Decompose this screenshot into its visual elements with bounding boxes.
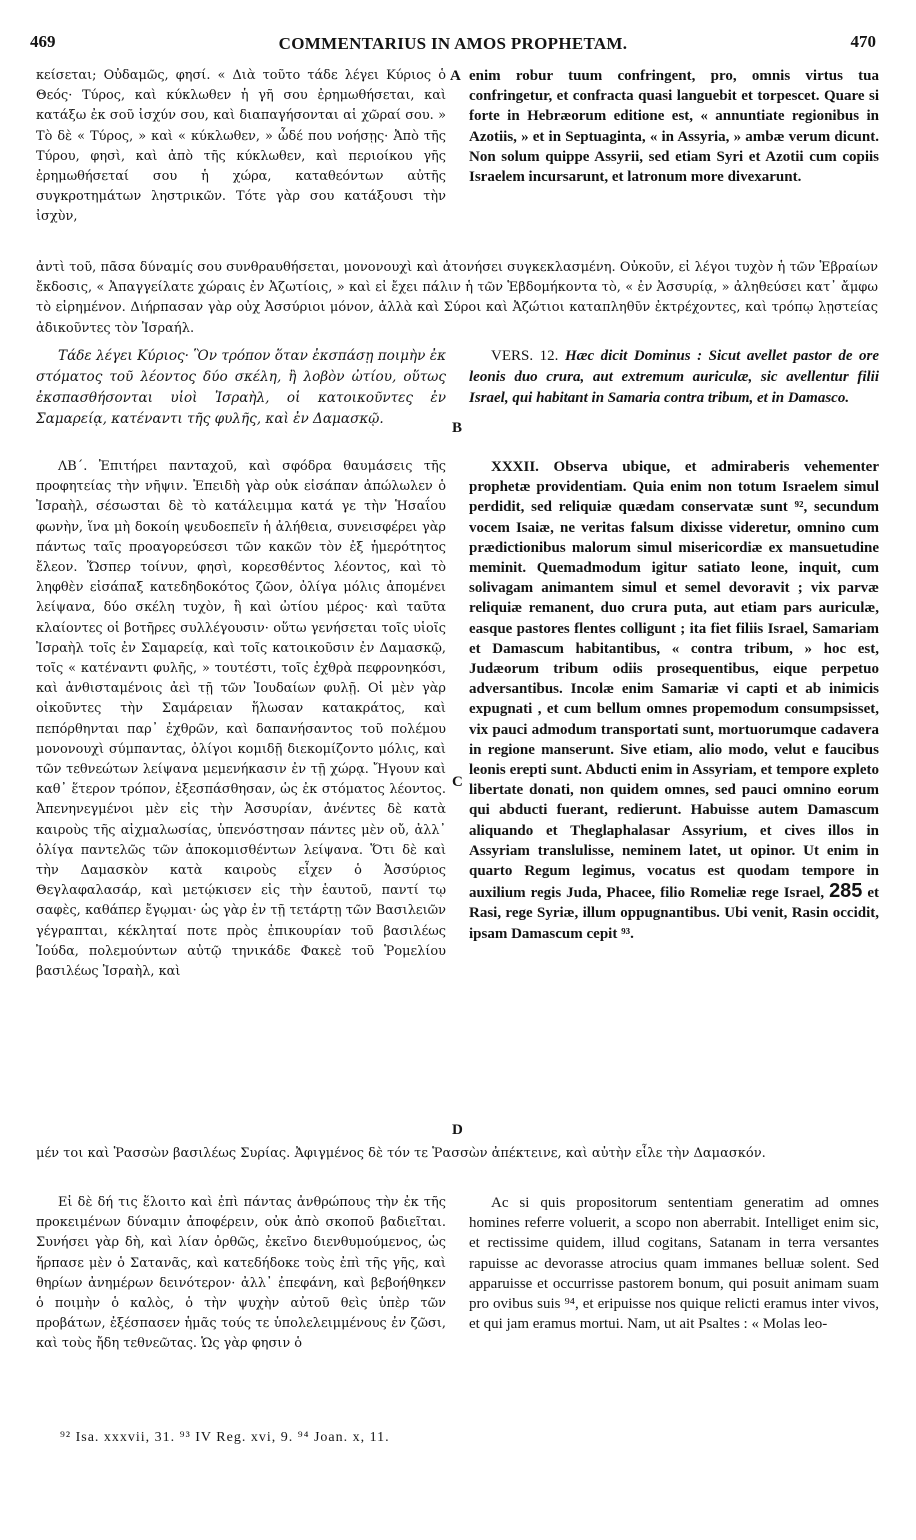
greek-text: κείσεται; Οὐδαμῶς, φησί. « Διὰ τοῦτο τάδε λέγει Κύριος ὁ Θεός· Τύρος, καὶ κύκλωθεν ἡ γῆ σου ἐρημωθήσεται, καὶ κατάξω ἐκ σοῦ ἰσχύν σου, καὶ διαπαγήσονται αἱ χῶραί σου. » Τὸ δὲ « Τύρος, » καὶ « κύκλωθεν, » ὧδέ που νοήσῃς· Ἀπὸ τῆς Τύρου, φησὶ, καὶ ἀπὸ τῆς κύκλωθεν, καὶ περιοίκου γῆς ἐρημωθήσεταί σου ἡ χώρα, καταθεόντων αὐτῆς συγκροτημάτων ληστρικῶν. Τότε γὰρ σου κατάξουσι τὴν ἰσχὺν, xyxy=(36,68,446,225)
greek-text: Εἰ δὲ δή τις ἕλοιτο καὶ ἐπὶ πάντας ἀνθρώπους τὴν ἐκ τῆς προκειμένων δύναμιν ἀποφέρειν, οὐκ ἀπὸ σκοποῦ βαδιεῖται. Συνήσει γὰρ δὴ, καὶ λίαν ὀρθῶς, ἐκεῖνο διενθυμούμενος, ὡς ἥρπασε μὲν ὁ Σατανᾶς, καὶ κατεδήδοκε τοὺς ἐπὶ τῆς γῆς, καὶ θηρίων ἀνημέρων δεινότερον· ἀλλ᾽ ἐπεφάνη, καὶ βεβοήθηκεν ὁ ποιμὴν ὁ καλὸς, ὁ τὴν ψυχὴν αὐτοῦ θεὶς ὑπὲρ τῶν προβάτων, ἐξέσπασεν ἡμᾶς τούς τε ὑπολελειμμένους ἐν ζῶσι, καὶ τοὺς ἤδη τεθνεῶτας. Ὡς γὰρ φησιν ὁ xyxy=(36,1195,446,1352)
greek-text: μέν τοι καὶ Ῥασσὼν βασιλέως Συρίας. Ἀφιγμένος δὲ τόν τε Ῥασσὼν ἀπέκτεινε, καὶ αὐτὴν εἷλε τὴν Δαμασκόν. xyxy=(36,1146,766,1161)
verse-text: Hæc dicit Dominus : Sicut avellet pastor de ore leonis duo crura, aut extremum auriculæ, sic avellentur filii Israel, qui habitant in Samaria contra tribum, et in Damasco. xyxy=(469,348,880,406)
footnotes: ⁹² Isa. xxxvii, 31. ⁹³ IV Reg. xvi, 9. ⁹⁴ Joan. x, 11. xyxy=(60,1430,390,1445)
greek-column-block-3 xyxy=(36,1193,446,1355)
page-number-left: 469 xyxy=(30,32,56,51)
greek-text: ΛΒ΄. Ἐπιτήρει πανταχοῦ, καὶ σφόδρα θαυμάσεις τῆς προφητείας τὴν νῆψιν. Ἐπειδὴ γὰρ οὐκ εἰσάπαν ἀπώλωλεν ὁ Ἰσραὴλ, σέσωσται δὲ τὸ κατάλειμμα κατά γε τὴν Ἡσαΐου φωνὴν, ἵνα μὴ δοκοίη ψευδοεπεῖν ἡ ἀλήθεια, συνεισφέρει γὰρ πάντως ταῖς προαγορεύσεσι τῶν κακῶν τὸν ἐξ ἡμερότητος ἔλεον. Ὥσπερ τοίνυν, φησὶ, κορεσθέντος λέοντος, καὶ τὸ ληφθὲν εἰσάπαξ κατεδηδοκότος ζῶον, ὀλίγα μόλις ἀπομένει λείψανα, δύο σκέλη τυχὸν, ἢ καὶ ὠτίου μέρος· καὶ ταῦτα κλαίοντες οἱ βοτῆρες συλλέγουσιν· οὕτω γενήσεται τοῖς υἱοῖς Ἰσραὴλ τοῖς ἐν Σαμαρείᾳ, καὶ τοῖς κατοικοῦσιν ἐν Δαμασκῷ, τοῖς « κατέναντι φυλῆς, » τουτέστι, τοῖς ἐχθρὰ πεφρονηκόσι, καὶ ἀνθισταμένοις ἀεὶ τῇ τῶν Ἰουδαίων φυλῇ. Οἱ μὲν γὰρ οἰκοῦντες τὴν Σαμάρειαν ἥλωσαν κατακράτος, καὶ πεπόρθηνται παρ᾽ ἐχθρῶν, καὶ δαπανήσαντος τοῦ πολέμου μονονουχὶ σύμπαντας, ὀλίγοι κομιδῇ διεκομίζοντο μόλις, καὶ τῶν τεθνεώτων λείψανα μεμενήκασιν ἐν τῇ χώρᾳ. Ἤγουν καὶ καθ᾽ ἕτερον τρόπον, ἐξεσπάσθησαν, ὡς ἐκ στόματος λέοντος. Ἀπενηνεγμένοι μὲν εἰς τὴν Ἀσσυρίαν, ἀνέντες δὲ κατὰ καιροὺς τῆς αἰχμαλωσίας, ὑπενόστησαν πάντες μὲν οὔ, ἀλλ᾽ ὀλίγα παντελῶς τῶν ἀποκομισθέντων λείψανα. Ὅτι δὲ καὶ τὴν Δαμασκὸν κατὰ καιροὺς εἶχεν ὁ Ἀσσύριος Θεγλαφαλασάρ, καὶ μετῴκισεν εἰς τὴν ἑαυτοῦ, παντί τῳ σαφὲς, καθάπερ ἔγῳμαι· ὡς γὰρ ἐν τῇ τετάρτῃ τῶν Βασιλειῶν γέγραπται, κέκληταί ποτε πρὸς ἐπικουρίαν τοῦ βασιλέως Ἰούδα, πολεμούντων αὐτῷ τηνικάδε Φακεὲ τοῦ Ῥομελίου βασιλέως Ἰσραὴλ, καὶ xyxy=(36,459,446,980)
page-title: COMMENTARIUS IN AMOS PROPHETAM. xyxy=(278,34,628,53)
greek-verse-12 xyxy=(36,346,446,430)
latin-text: Ac si quis propositorum sententiam generatim ad omnes homines referre voluerit, a scopo non aberrabit. Intelliget enim sic, et rectissime quidem, illud cogitans, Satanam in terra versantes rapuisse ac devorasse atrocius quam immanes belluæ solent. Sed apparuisse et occurrisse pastorem bonum, qui posuit animam suam pro ovibus suis ⁹⁴, et eripuisse nos quique relicti eramus inter vivos, et qui jam eramus mortui. Nam, ut ait Psaltes : « Molas leo- xyxy=(469,1195,879,1333)
latin-text: XXXII. Observa ubique, et admiraberis vehementer prophetæ providentiam. Quia enim non totum Israelem simul perdidit, sed reliquiæ quædam conservatæ sunt ⁹², secundum vocem Isaiæ, ne veritas falsum dixisse videretur, omnino cum prædictionibus malorum simul misericordiæ ex mansuetudine meminit. Quemadmodum igitur satiato leone, inquit, cum solivagam animantem simul et semel devoravit ; vix parvæ reliquiæ remanent, duo crura puta, aut etiam pars auriculæ, easque pastores flentes colligunt ; ita fiet filiis Israel, Samariam et Damascum habitantibus, « contra tribum, » hoc est, Judæorum tribum odiis prosequentibus, eique perpetuo adversantibus. Incolæ enim Samariæ vi capti et ab inimicis expugnati , et cum bellum omnes propemodum consumpsisset, vix pauci admodum transportati sunt, mortuorumque cadavera in regione manserunt. Sive etiam, alio modo, velut e faucibus leonis erepti sunt. Abducti enim in Assyriam, et tempore expleto libertate donati, non quidem omnes, sed pauci omnino eorum qui abducti fuerant, redierunt. Habuisse autem Damascum aliquando et Theglaphalasar Assyrium, et cives illos in Assyriam translulisse, neminem latet, ut opinor. Ut enim in quarto Regum legimus, vocatus est quodam tempore in auxilium regis Juda, Phacee, filio Romeliæ rege Israel, xyxy=(469,459,879,902)
migne-page-number: 285 xyxy=(829,880,863,903)
greek-wide-paragraph-2 xyxy=(36,1144,878,1164)
latin-text-cont: et Rasi, rege Syriæ, illum oppugnantibus. Ubi venit, Rasin occidit, ipsam Damascum cepit ⁹³. xyxy=(469,885,880,942)
margin-marker-a: A xyxy=(450,68,461,84)
latin-column-block-3 xyxy=(469,1193,879,1334)
greek-column-block-1 xyxy=(36,66,446,228)
verse-label: VERS. 12. xyxy=(491,348,559,364)
latin-column-block-1 xyxy=(469,66,879,187)
greek-wide-paragraph-1 xyxy=(36,258,878,339)
margin-marker-b: B xyxy=(452,420,463,436)
running-head xyxy=(30,32,876,56)
page-number-right: 470 xyxy=(850,32,876,51)
greek-column-block-2 xyxy=(36,457,446,982)
margin-marker-c: C xyxy=(452,774,463,790)
greek-text: ἀντὶ τοῦ, πᾶσα δύναμίς σου συνθραυθήσεται, μονονουχὶ καὶ ἀτονήσει συγκεκλασμένη. Οὐκοῦν, εἰ λέγοι τυχὸν ἡ τῶν Ἑβραίων ἔκδοσις, « Ἀπαγγείλατε χώραις ἐν Ἀζωτίοις, » καὶ εἰ ἔχει πάλιν ἡ τῶν Ἑβδομήκοντα τὸ, « ἐν Ἀσσυρίᾳ, » ἀληθεύσει κατ᾽ ἄμφω τὸ εἰρημένον. Διήρπασαν γὰρ οὐχ Ἀσσύριοι μόνον, ἀλλὰ καὶ Σύροι καὶ Ἀζώτιοι καταπληθῦν ἐκτρέχοντες, καὶ τρόπῳ λῃστείας ἀδικοῦντες τὸν Ἰσραήλ. xyxy=(36,260,878,336)
verse-text: Τάδε λέγει Κύριος· Ὃν τρόπον ὅταν ἐκσπάσῃ ποιμὴν ἐκ στόματος τοῦ λέοντος δύο σκέλη, ἢ λοβὸν ὠτίου, οὕτως ἐκσπασθήσονται υἱοὶ Ἰσραὴλ, οἱ κατοικοῦντες ἐν Σαμαρείᾳ, κατέναντι τῆς φυλῆς, καὶ ἐν Δαμασκῷ. xyxy=(36,348,446,427)
latin-text: enim robur tuum confringent, pro, omnis virtus tua confringetur, et confracta quasi languebit et torpescet. Quare si forte in Hebræorum editione est, « annuntiate regionibus in Azotiis, » et in Septuaginta, « in Assyria, » ambæ verum dicunt. Non solum quippe Assyrii, sed etiam Syri et Azotii cum copiis Israelem incursarunt, et latronum more divexarunt. xyxy=(469,68,879,186)
latin-verse-12 xyxy=(469,346,879,409)
margin-marker-d: D xyxy=(452,1122,463,1138)
latin-column-block-2 xyxy=(469,457,879,944)
